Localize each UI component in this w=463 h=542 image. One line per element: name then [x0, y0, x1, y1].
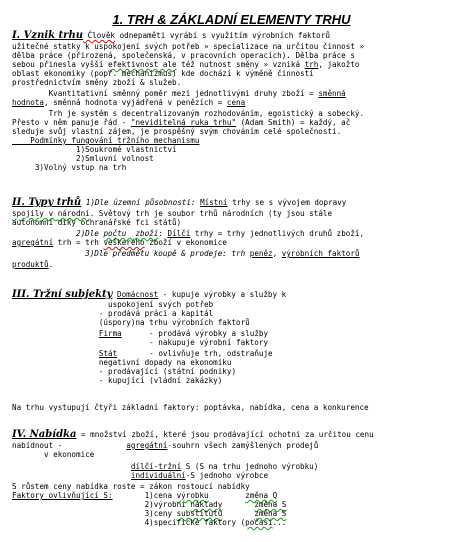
sec3-line8: negativní dopady na ekonomiku [12, 358, 232, 367]
sec4-line5: individuální-S jednoho výrobce [130, 471, 269, 480]
sec1-line1: I. Vznik trhu Člověk odnepaměti vyrábí s využitím výrobních faktorů [12, 30, 330, 41]
sec4-line1: IV. Nabídka = množství zboží, které jsou prodávající ochotni za určitou cenu [12, 429, 374, 440]
sec4-line4: dílčí-tržní S (S na trhu jednoho výrobku) [130, 462, 319, 471]
sec3-line2: uspokojení svých potřeb [12, 300, 214, 309]
sec3-line7: Stát - ovlivňuje trh, odstraňuje [98, 349, 273, 358]
sec3-line9: - prodávající (státní podniky) [12, 367, 237, 376]
sec1-line8: hodnota, směnná hodnota vyjádřená v penězích = cena [12, 98, 246, 107]
sec4-line3: v ekonomice [12, 450, 95, 459]
sec3-line6: - nakupuje výrobní faktory [12, 338, 269, 347]
sec1-line5: oblast ekonomiky (popř. mechanizmus) kde dochází k výměně činností [12, 69, 314, 78]
sec1-line7: Kvantitativní směnný poměr mezi jednotlivými druhy zboží = směnná [12, 89, 346, 98]
factors-paragraph: Na trhu vystupují čtyři základní faktory: poptávka, nabídka, cena a konkurence [12, 403, 369, 412]
sec4-line9: 3)ceny substitutů změna S [12, 509, 287, 518]
sec2-line1: II. Typy trhů 1)Dle územní působnosti: Místní trhy se s vývojem dopravy [12, 197, 347, 208]
sec4-line10: 4)specifické faktory (počasí... [12, 518, 287, 527]
sec4-line2: nabídnout - agregátní-souhrn všech zamýšlených prodejů [12, 441, 319, 450]
sec1-line10: Přesto v něm panuje řád - "neviditelná ruka trhu" (Adam Smith) = každý, ač [12, 118, 351, 127]
page-title: 1. TRH & ZÁKLADNÍ ELEMENTY TRHU [112, 12, 351, 27]
sec1-line13: 1)Soukromé vlastnictví [12, 145, 177, 154]
sec2-heading: II. Typy trhů [12, 197, 82, 208]
sec2-line2: spojily v národní. Světový trh je soubor trhů národních (ty jsou stále [12, 209, 333, 218]
sec4-line8: 2)výrobní náklady změna S [12, 500, 287, 509]
sec1-heading: I. Vznik trhu [12, 30, 83, 41]
sec1-line3: dělba práce (přirozená, společenská, v pracovních operacích). Dělba práce s [12, 51, 355, 60]
sec4-line7: Faktory ovlivňující S: 1)cena výrobku změna Q [12, 491, 278, 500]
sec3-line5: Firma - prodává výrobky a služby [98, 329, 269, 338]
sec4-line6: S růstem ceny nabídka roste = zákon rostoucí nabídky [12, 482, 250, 491]
sec1-line4: sebou přinesla vyšší efektivnost ale též nutnost směny » vzniká trh, jakožto [12, 60, 360, 69]
sec1-line12: Podmínky fungování tržního mechanismu [12, 136, 200, 145]
sec2-line4: 2)Dle počtu zboží: Dílčí trhy = trhy jednotlivých druhů zboží, [12, 229, 365, 238]
sec4-heading: IV. Nabídka [12, 429, 77, 440]
sec2-line3: autonomní díky ochranářské fci států) [12, 218, 182, 227]
sec2-line5: agregátní trh = trh veškerého zboží v ekonomice [12, 238, 227, 247]
sec3-line10: - kupující (vládní zakázky) [12, 376, 223, 385]
sec1-line11: sleduje svůj vlastní zájem, je prospěšný svým chováním celé společnosti. [12, 127, 342, 136]
sec1-line15: 3)Volný vstup na trh [12, 163, 127, 172]
sec1-line6: prostřednictvím směny zboží & služeb. [12, 78, 182, 87]
sec3-line3: - prodává práci a kapitál [12, 309, 214, 318]
sec3-line1: III. Tržní subjekty Domácnost - kupuje výrobky a služby k [12, 289, 287, 300]
sec2-line7: produktů. [12, 260, 54, 269]
sec1-line2: užitečné statky k uspokojení svých potřeb » specializace na určitou činnost » [12, 42, 365, 51]
sec1-line9: Trh je systém s decentralizovaným rozhodováním, egoistický a sobecký. [12, 109, 365, 118]
sec3-heading: III. Tržní subjekty [12, 289, 113, 300]
sec3-line4: (úspory)na trhu výrobních faktorů [12, 318, 250, 327]
sec2-line6: 3)Dle předmětu koupě & prodeje: trh peněz, výrobních faktorů [12, 249, 360, 258]
sec1-line14: 2)Smluvní volnost [12, 154, 154, 163]
